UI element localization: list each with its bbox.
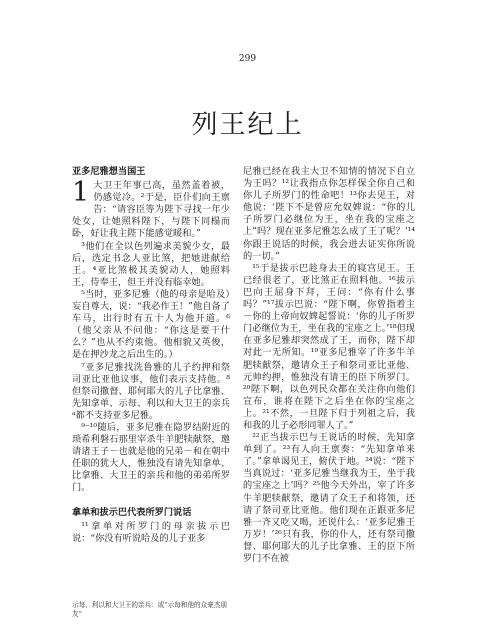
page-number: 299 [238, 54, 257, 64]
paragraph: 大卫王年事已高，虽然盖着被，仍感觉冷。²于是，臣仆们向王禀告：“请容臣等为陛下寻找一年少处女，让她照料陛下，与陛下同榻而卧，好让我主陛下能感觉暖和。” [72, 180, 230, 240]
paragraph: ¹⁵于是拔示巴趁身去王的寝宫见王。王已经很老了，亚比煞正在照料他。¹⁶拔示巴向王屈身下拜，王问：“你有什么事吗？”¹⁷拔示巴说：“陛下啊，你曾指着主－你的上帝向奴婢起誓说：‘你的儿子所罗门必继位为王，坐在我的宝座之上。’¹⁸但现在亚多尼雅却突然成了王，而你，陛下却对此一无所知。¹⁹亚多尼雅宰了许多牛羊肥犊献祭，邀请众王子和祭司亚比亚他、元帅约押，惟独没有请王的臣下所罗门。²⁰陛下啊，以色列民众都在关注你向他们宣布，谁将在陛下之后坐在你的宝座之上。²¹不然，一旦陛下归于列祖之后，我和我的儿子必形同罪人了。” [243, 262, 415, 431]
paragraph: ⁹⁻¹⁰随后，亚多尼雅在隐罗结附近的琐希利磐石那里宰杀牛羊肥犊献祭，邀请诸王子－也就是他的兄弟－和在朝中任职的犹大人，惟独没有请先知拿单、比拿雅、大卫王的亲兵和他的弟弟所罗门。 [72, 421, 230, 494]
left-column [72, 166, 230, 545]
paragraph: ⁷亚多尼雅找洗鲁雅的儿子约押和祭司亚比亚他议事，他们表示支持他。⁸但祭司撒督、耶何耶大的儿子比拿雅、先知拿单、示每、利以和大卫王的亲兵ᵃ都不支持亚多尼雅。 [72, 361, 230, 421]
paragraph: ⁵当时，亚多尼雅（他的母亲是哈及）妄自尊大，说：“我必作王！”他自备了车马，出行时有五十人为他开道。⁶（他父亲从不问他：“你这是要干什么？”也从不约束他。他相貌又英俊，是在押沙龙之后出生的。） [72, 288, 230, 361]
chapter-number: 1 [72, 177, 90, 209]
paragraph: ³他们在全以色列遍求美貌少女，最后，选定书念人亚比煞，把她进献给王。⁴亚比煞极其美貌动人，她照料王，侍奉王，但王并没有临幸她。 [72, 240, 230, 288]
section-heading: 拿单和拔示巴代表所罗门说话 [72, 506, 192, 518]
book-title: 列王纪上 [191, 110, 304, 140]
chapter-block [72, 177, 230, 240]
right-column [243, 166, 415, 565]
section-heading: 亚多尼雅想当国王 [72, 166, 146, 177]
paragraph: ¹¹拿单对所罗门的母亲拔示巴说：“你没有听说哈及的儿子亚多 [72, 520, 230, 544]
paragraph: 尼雅已经在我主大卫不知情的情况下自立为王吗？¹²让我指点你怎样保全你自己和你儿子所罗门的性命吧！¹³你去见王，对他说：‘陛下不是曾应允奴婢说：“你的儿子所罗门必继位为王，坐在我的宝座之上”吗？现在亚多尼雅怎么成了王了呢？’¹⁴你跟王说话的时候，我会进去证实你所说的一切。” [243, 166, 415, 262]
paragraph: ²²正当拔示巴与王说话的时候，先知拿单到了。²³有人向王禀奏：“先知拿单来了。”拿单谒见王，俯伏于地。²⁴说：“陛下当真说过：‘亚多尼雅当继我为王，坐于我的宝座之上’吗？²⁵他今天外出，宰了许多牛羊肥犊献祭，邀请了众王子和将领，还请了祭司亚比亚他。他们现在正跟亚多尼雅一齐又吃又喝，还说什么：‘亚多尼雅王万岁！’²⁶只有我，你的仆人，还有祭司撒督、耶何耶大的儿子比拿雅、王的臣下所罗门不在被 [243, 432, 415, 564]
footnote: 示每、利以和大卫王的亲兵：或“示每和他的众豪杰朋友” [72, 601, 228, 618]
